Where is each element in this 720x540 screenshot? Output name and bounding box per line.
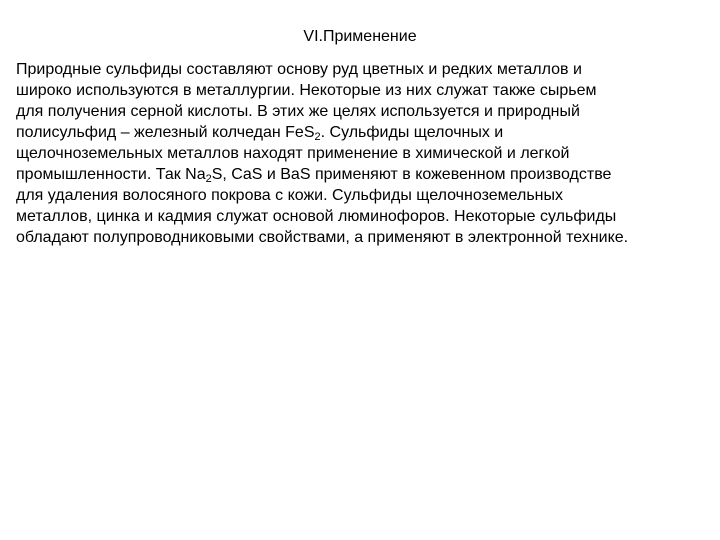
subscript-digit: 2 [314,131,321,143]
subscript-digit: 2 [205,173,212,185]
text-segment: полисульфид – железный колчедан FeS [16,124,315,141]
body-line-5 [16,143,716,164]
slide-body-text [16,59,716,248]
text-segment: обладают полупроводниковыми свойствами, а применяют в электронной технике. [16,229,629,246]
body-line-6 [16,164,716,185]
body-line-3 [16,101,716,122]
body-line-7 [16,185,716,206]
text-segment: S, CaS и BaS применяют в кожевенном производстве [211,166,612,183]
body-line-4 [16,122,716,143]
text-segment: широко используются в металлургии. Некоторые из них служат также сырьем [16,82,597,99]
text-segment: для удаления волосяного покрова с кожи. Сульфиды щелочноземельных [16,187,563,204]
text-segment: металлов, цинка и кадмия служат основой люминофоров. Некоторые сульфиды [16,208,617,225]
body-line-2 [16,80,716,101]
text-segment: . Сульфиды щелочных и [320,124,504,141]
text-segment: промышленности. Так Na [16,166,206,183]
body-line-1 [16,59,716,80]
text-segment: щелочноземельных металлов находят применение в химической и легкой [16,145,570,162]
slide-title: VI.Применение [303,28,417,45]
body-line-8 [16,206,716,227]
text-segment: Природные сульфиды составляют основу руд цветных и редких металлов и [16,61,582,78]
text-segment: для получения серной кислоты. В этих же целях используется и природный [16,103,580,120]
body-line-9 [16,227,716,248]
